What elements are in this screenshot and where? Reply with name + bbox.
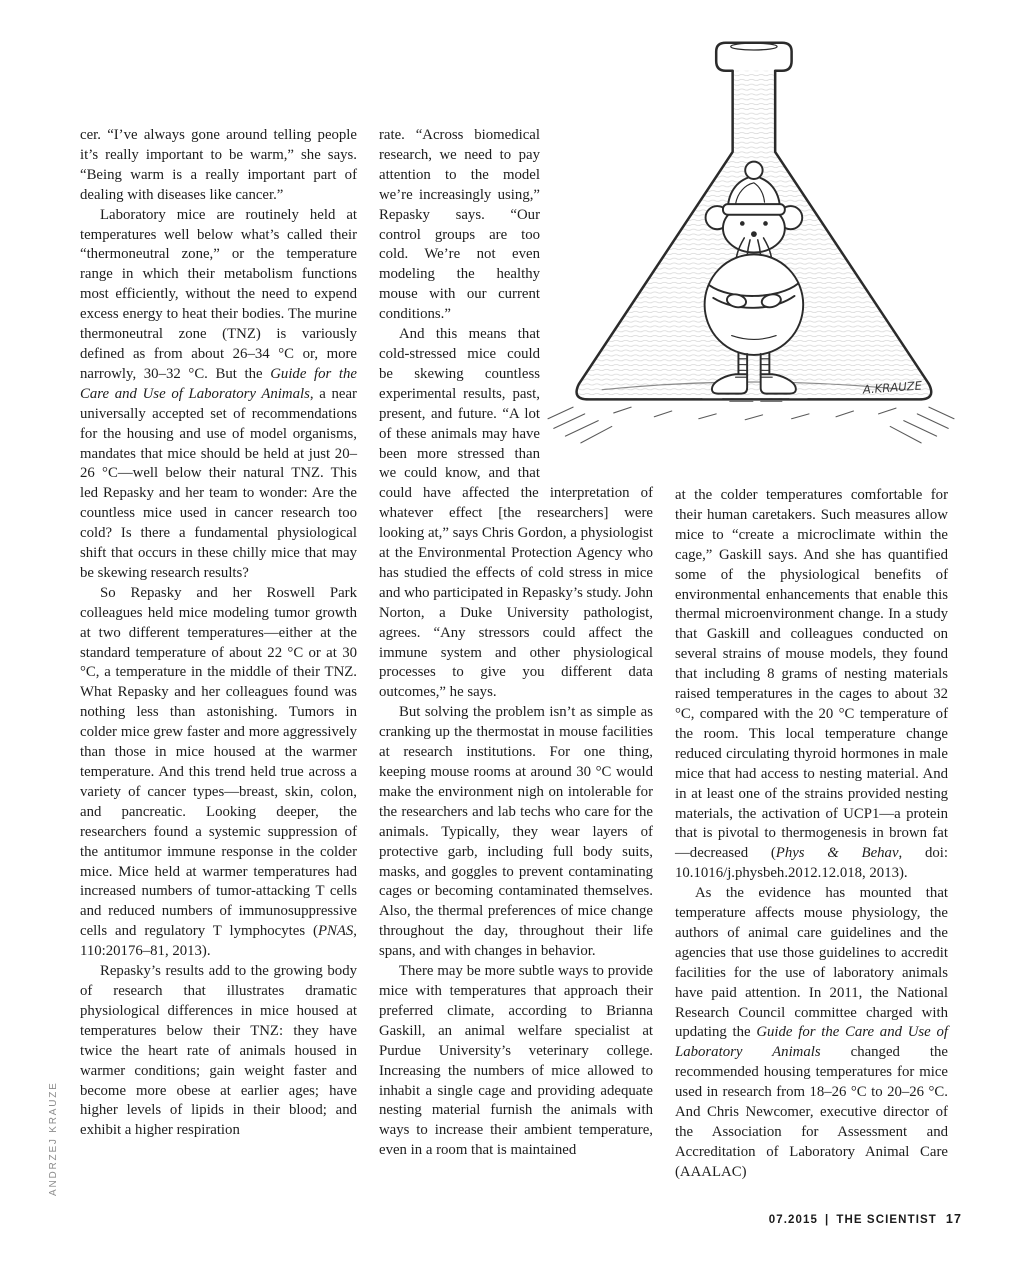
- paragraph: As the evidence has mounted that temperature affects mouse physiology, the authors of animal care guidelines and the agencies that use those guidelines to accredit facilities for the use of laboratory animals have paid attention. In 2011, the National Research Council committee charged with updating the Guide for the Care and Use of Laboratory Animals changed the recommended housing temperatures for mice used in research from 18–26 °C to 20–26 °C. And Chris Newcomer, executive director of the Association for Assessment and Accreditation of Laboratory Animal Care (AAALAC): [675, 885, 948, 1180]
- paragraph: But solving the problem isn’t as simple as cranking up the thermostat in mouse facilities at research institutions. For one thing, keeping mouse rooms at around 30 °C would make the environment nigh on intolerable for the researchers and lab techs who care for the animals. Typically, they wear layers of protective garb, including full body suits, masks, and goggles to prevent contaminating cages or becoming contaminated themselves. Also, the thermal preferences of mice change throughout the day, throughout their life spans, and with changes in behavior.: [379, 704, 653, 960]
- paragraph: cer. “I’ve always gone around telling people it’s really important to be warm,” she says. “Being warm is a really important part of dealing with diseases like cancer.”: [80, 127, 357, 203]
- illustration-text-wrap-spacer: [540, 126, 653, 484]
- paragraph: at the colder temperatures comfortable for their human caretakers. Such measures allow mice to “create a microclimate within the cage,” Gaskill says. And she has quantified some of the physiological benefits of environmental enhancements that enable this thermal microenvironment change. In a study that Gaskill and colleagues conducted on several strains of mouse models, they found that including 8 grams of nesting materials raised temperatures in the cages to about 32 °C, compared with the 20 °C temperature of the room. This local temperature change reduced circulating thyroid hormones in male mice that had access to nesting material. And in at least one of the strains provided nesting materials, the activation of UCP1—a protein that is pivotal to thermogenesis in brown fat—decreased (Phys & Behav, doi: 10.1016/j.physbeh.2012.12.018, 2013).: [675, 487, 948, 882]
- article-column-3: [675, 486, 948, 1183]
- footer-page-number: 17: [945, 1212, 962, 1226]
- article-column-2: [379, 126, 653, 1161]
- paragraph: There may be more subtle ways to provide mice with temperatures that approach their preferred climate, according to Brianna Gaskill, an animal welfare specialist at Purdue University’s veterinary college. Increasing the numbers of mice allowed to inhabit a single cage and providing adequate nesting material furnish the animals with ways to increase their ambient temperature, even in a room that is maintained: [379, 963, 653, 1159]
- illustrator-credit: ANDRZEJ KRAUZE: [48, 1081, 59, 1196]
- footer-separator: |: [825, 1214, 830, 1226]
- mouse-nose: [751, 231, 757, 237]
- mouse-eye-left: [740, 221, 745, 226]
- paragraph: Repasky’s results add to the growing body of research that illustrates dramatic physiological differences in mice housed at temperatures below their TNZ: they have twice the heart rate of animals housed in warmer conditions; gain weight faster and become more obese at earlier ages; have higher levels of lipids in their blood; and exhibit a higher respiration: [80, 963, 357, 1139]
- paragraph: rate. “Across biomedical research, we need to pay attention to the model we’re increasingly using,” Repasky says. “Our control groups are too cold. We’re not even modeling the healthy mouse with our current conditions.”: [379, 127, 540, 323]
- footer-issue: 07.2015: [768, 1214, 818, 1226]
- paragraph: Laboratory mice are routinely held at temperatures well below what’s called their “thermoneutral zone,” or the temperature range in which their metabolism functions most efficiently, without the need to expend excess energy to heat their bodies. The murine thermoneutral zone (TNZ) is variously defined as from about 26–34 °C or, more narrowly, 30–32 °C. But the Guide for the Care and Use of Laboratory Animals, a near universally accepted set of recommendations for the housing and use of model organisms, mandates that mice should be held at just 20–26 °C—well below their natural TNZ. This led Repasky and her team to wonder: Are the countless mice used in cancer research too cold? Is there a fundamental physiological shift that occurs in these chilly mice that may be skewing research results?: [80, 206, 357, 581]
- hat-pompom: [745, 162, 762, 179]
- artist-signature: A.KRAUZE: [862, 378, 923, 397]
- footer-magazine: THE SCIENTIST: [836, 1214, 937, 1226]
- mouse-eye-right: [763, 221, 768, 226]
- article-column-1: [80, 126, 357, 1141]
- paragraph: And this means that cold-stressed mice could be skewing countless experimental results, past, present, and future. “A lot of these animals may have been more stressed than we could know, and that could have affected the interpretation of whatever effect [the researchers] were looking at,” says Chris Gordon, a physiologist at the Environmental Protection Agency who has studied the effects of cold stress in mice and who participated in Repasky’s study. John Norton, a Duke University pathologist, agrees. “Any stressors could affect the immune system and other physiological processes to give you different data outcomes,” he says.: [379, 326, 653, 701]
- paragraph: So Repasky and her Roswell Park colleagues held mice modeling tumor growth at two different temperatures—either at the standard temperature of about 22 °C or at 30 °C, a temperature in the middle of their TNZ. What Repasky and her colleagues found was nothing less than astonishing. Tumors in colder mice grew faster and more aggressively than those in mice housed at the warmer temperature. And this trend held true across a variety of cancer types—breast, skin, colon, and pancreatic. Looking deeper, the researchers found a systemic suppression of the antitumor immune response in the colder mice. Mice held at warmer temperatures had increased numbers of tumor-attacking T cells and reduced numbers of immunosuppressive cells and regulatory T lymphocytes (PNAS, 110:20176–81, 2013).: [80, 584, 357, 960]
- page-footer: [769, 1212, 962, 1226]
